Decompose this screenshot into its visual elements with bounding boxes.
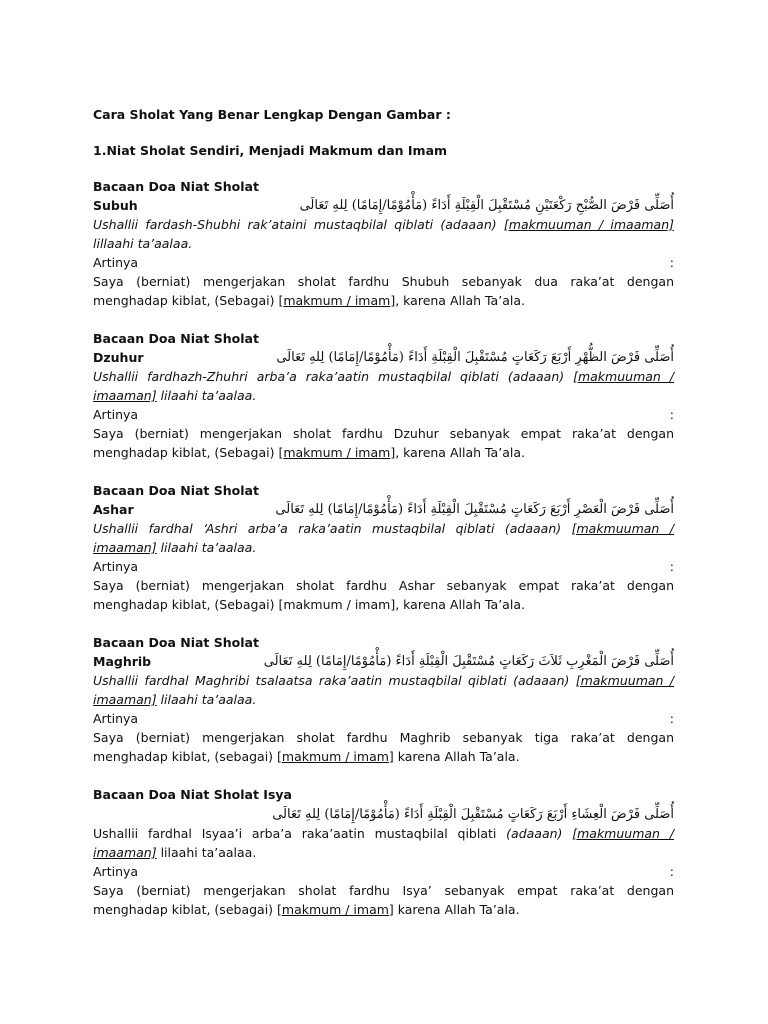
section-isya: [93, 785, 674, 919]
latin-transliteration: Ushallii fardhal Maghribi tsalaatsa raka’aatin mustaqbilal qiblati (adaaan) [makmuuman / imaaman] lilaahi ta’aalaa.: [93, 673, 674, 707]
translation: Saya (berniat) mengerjakan sholat fardhu Isya’ sebanyak empat raka’at dengan menghadap kiblat, (sebagai) [makmum / imam] karena Allah Ta’ala.: [93, 883, 674, 917]
section-subtitle: 1.Niat Sholat Sendiri, Menjadi Makmum dan Imam: [93, 143, 448, 158]
translation: Saya (berniat) mengerjakan sholat fardhu Ashar sebanyak empat raka’at dengan menghadap kiblat, (Sebagai) [makmum / imam], karena Allah Ta’ala.: [93, 578, 674, 612]
latin-transliteration: Ushallii fardash-Shubhi rak’ataini mustaqbilal qiblati (adaaan) [makmuuman / imaaman] lillaahi ta’aalaa.: [93, 217, 674, 251]
artinya-row: Artinya :: [93, 255, 674, 270]
latin-transliteration: Ushallii fardhal ‘Ashri arba’a raka’aatin mustaqbilal qiblati (adaaan) [makmuuman / imaaman] lilaahi ta’aalaa.: [93, 521, 675, 555]
arabic-text: أُصَلِّى فَرْضَ الْعَصْرِ أَرْبَعَ رَكَعَاتٍ مُسْتَقْبِلَ الْقِبْلَةِ أَدَاءً (مَأْمُوْمًا/إِمَامًا) لِلهِ تَعَالَى: [275, 502, 674, 517]
section-heading: Bacaan Doa Niat Sholat Isya: [93, 787, 292, 802]
document-content: [93, 105, 674, 919]
section-heading: Bacaan Doa Niat Sholat Subuh: [93, 179, 259, 213]
section-heading: Bacaan Doa Niat Sholat Ashar: [93, 483, 259, 517]
artinya-row: Artinya :: [93, 864, 674, 879]
translation: Saya (berniat) mengerjakan sholat fardhu Dzuhur sebanyak empat raka’at dengan menghadap kiblat, (Sebagai) [makmum / imam], karena Allah Ta’ala.: [93, 426, 674, 460]
latin-transliteration: Ushallii fardhazh-Zhuhri arba’a raka’aatin mustaqbilal qiblati (adaaan) [makmuuman / imaaman] lilaahi ta’aalaa.: [93, 369, 675, 403]
section-maghrib: [93, 633, 674, 766]
translation: Saya (berniat) mengerjakan sholat fardhu Maghrib sebanyak tiga raka’at dengan menghadap kiblat, (sebagai) [makmum / imam] karena Allah Ta’ala.: [93, 730, 674, 764]
artinya-row: Artinya :: [93, 711, 674, 726]
section-ashar: [93, 481, 674, 614]
arabic-text: أُصَلِّى فَرْضَ الْعِشَاءِ أَرْبَعَ رَكَعَاتٍ مُسْتَقْبِلَ الْقِبْلَةِ أَدَاءً (مَأْمُوْمًا/إِمَامًا) لِلهِ تَعَالَى: [272, 807, 674, 822]
arabic-text: أُصَلِّى فَرْضَ الظُّهْرِ أَرْبَعَ رَكَعَاتٍ مُسْتَقْبِلَ الْقِبْلَةِ أَدَاءً (مَأْمُوْمًا/إِمَامًا) لِلهِ تَعَالَى: [276, 350, 674, 365]
arabic-text: أُصَلِّى فَرْضَ الْمَغْرِبِ ثَلاَثَ رَكَعَاتٍ مُسْتَقْبِلَ الْقِبْلَةِ أَدَاءً (مَأْمُوْمًا/إِمَامًا) لِلهِ تَعَالَى: [263, 654, 674, 669]
document-title: Cara Sholat Yang Benar Lengkap Dengan Gambar :: [93, 107, 451, 122]
section-heading: Bacaan Doa Niat Sholat Maghrib: [93, 635, 259, 669]
section-heading: Bacaan Doa Niat Sholat Dzuhur: [93, 331, 259, 365]
arabic-text: أُصَلِّى فَرْضَ الصُّبْحِ رَكْعَتَيْنِ مُسْتَقْبِلَ الْقِبْلَةِ أَدَاءً (مَأْمُوْمًا/إِمَامًا) لِلهِ تَعَالَى: [299, 198, 674, 213]
section-subuh: [93, 177, 674, 310]
artinya-row: Artinya :: [93, 407, 674, 422]
section-dzuhur: [93, 329, 674, 462]
latin-transliteration: Ushallii fardhal Isyaa’i arba’a raka’aatin mustaqbilal qiblati (adaaan) [makmuuman / imaaman] lilaahi ta’aalaa.: [93, 826, 674, 860]
artinya-row: Artinya :: [93, 559, 674, 574]
translation: Saya (berniat) mengerjakan sholat fardhu Shubuh sebanyak dua raka’at dengan menghadap kiblat, (Sebagai) [makmum / imam], karena Allah Ta’ala.: [93, 274, 674, 308]
